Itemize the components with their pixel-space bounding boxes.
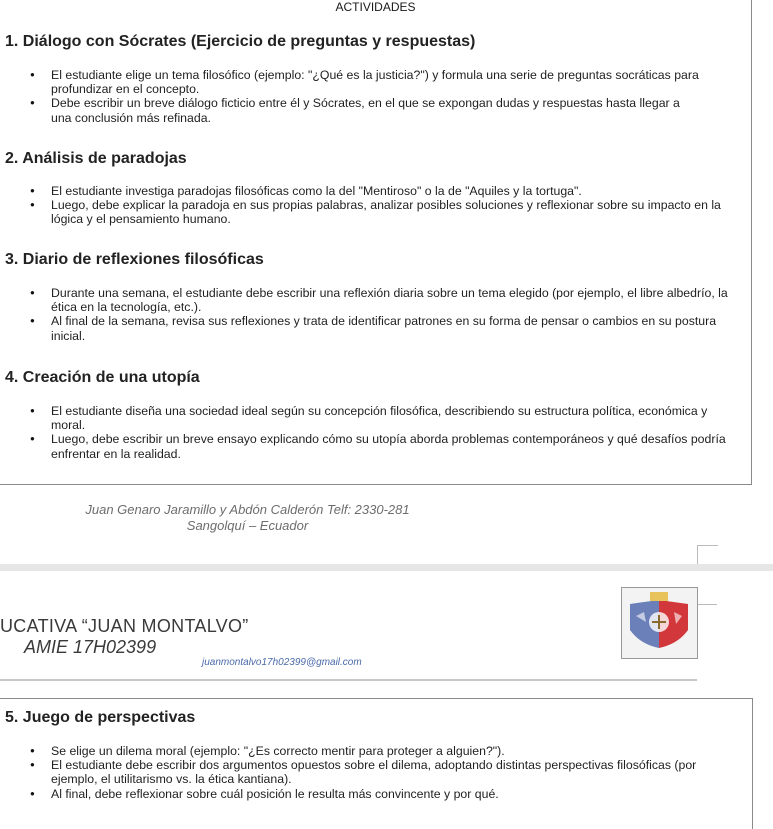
list-item: ● Debe escribir un breve diálogo ficticio entre él y Sócrates, en el que se expongan dudas y respuestas hasta llegar a una conclusión más refinada. [0, 96, 700, 124]
section-1-list [0, 68, 700, 125]
section-1-title: 1. Diálogo con Sócrates (Ejercicio de preguntas y respuestas) [5, 33, 476, 50]
list-item: ● El estudiante investiga paradojas filosóficas como la del "Mentiroso" o la de "Aquiles y la tortuga". [0, 184, 745, 198]
header-side-line [697, 604, 717, 605]
list-item: ● El estudiante debe escribir dos argumentos opuestos sobre el dilema, adoptando distintas perspectivas filosóficas (por ejemplo, el utilitarismo vs. la ética kantiana). [0, 758, 740, 786]
section-5-list [0, 744, 740, 801]
list-item: ● Luego, debe explicar la paradoja en sus propias palabras, analizar posibles soluciones y reflexionar sobre su impacto en la lógica y el pensamiento humano. [0, 198, 745, 226]
section-5-title: 5. Juego de perspectivas [5, 709, 196, 726]
section-3-title: 3. Diario de reflexiones filosóficas [5, 251, 264, 268]
section-4-list [0, 404, 735, 461]
list-item: ● Luego, debe escribir un breve ensayo explicando cómo su utopía aborda problemas contemporáneos y qué desafíos podría enfrentar en la realidad. [0, 432, 735, 460]
amie-code: AMIE 17H02399 [24, 637, 157, 657]
list-item: ● Al final, debe reflexionar sobre cuál posición le resulta más convincente y por qué. [0, 787, 740, 801]
corner-mark [697, 545, 718, 566]
crest-crown [650, 592, 668, 601]
list-item: ● Durante una semana, el estudiante debe escribir una reflexión diaria sobre un tema elegido (por ejemplo, el libre albedrío, la ética en la tecnología, etc.). [0, 286, 748, 314]
footer-address: Juan Genaro Jaramillo y Abdón Calderón Telf: 2330-281 [85, 502, 410, 517]
page-break-band [0, 564, 773, 571]
list-item: ● El estudiante elige un tema filosófico (ejemplo: "¿Qué es la justicia?") y formula una serie de preguntas socráticas para profundizar en el concepto. [0, 68, 700, 96]
footer-city: Sangolquí – Ecuador [186, 518, 309, 533]
header-divider [0, 679, 697, 681]
school-name: UCATIVA “JUAN MONTALVO” [0, 616, 249, 636]
list-item: ● Al final de la semana, revisa sus reflexiones y trata de identificar patrones en su forma de pensar o cambios en su postura inicial. [0, 314, 748, 342]
section-2-title: 2. Análisis de paradojas [5, 150, 187, 167]
section-4-title: 4. Creación de una utopía [5, 369, 200, 386]
list-item: ● El estudiante diseña una sociedad ideal según su concepción filosófica, describiendo su estructura política, económica y moral. [0, 404, 735, 432]
section-3-list [0, 286, 748, 343]
section-2-list [0, 184, 745, 227]
page-heading: ACTIVIDADES [335, 0, 416, 14]
school-crest-icon [621, 587, 698, 659]
list-item: ● Se elige un dilema moral (ejemplo: "¿Es correcto mentir para proteger a alguien?"). [0, 744, 740, 758]
school-email: juanmontalvo17h02399@gmail.com [202, 657, 362, 668]
